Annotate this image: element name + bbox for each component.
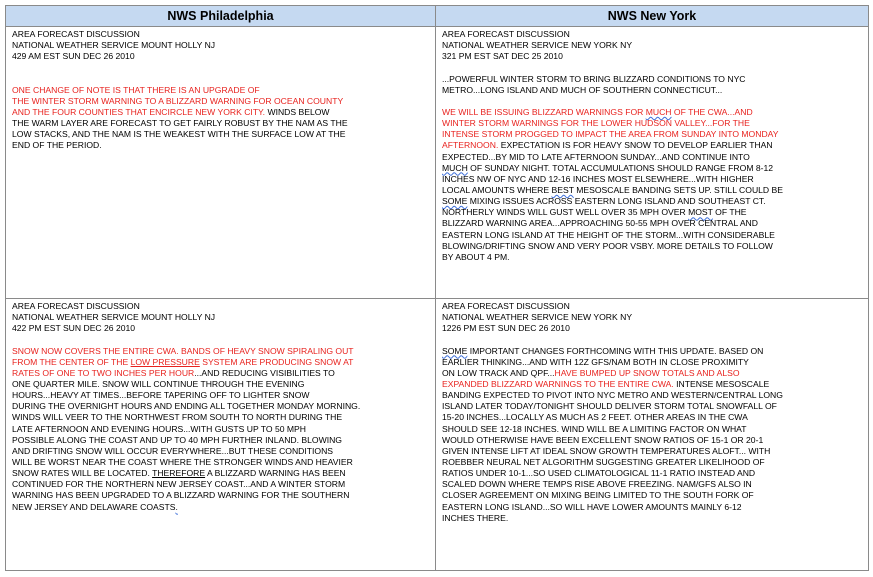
text-line	[442, 74, 868, 85]
text-line	[12, 368, 435, 379]
text-line	[442, 196, 868, 207]
text-line	[442, 357, 868, 368]
text-segment: DURING THE OVERNIGHT HOURS AND ENDING ALL TOGETHER MONDAY MORNING.	[12, 401, 361, 412]
cell-philadelphia-first	[6, 27, 436, 299]
text-segment: NATIONAL WEATHER SERVICE NEW YORK NY	[442, 312, 633, 323]
text-segment: NATIONAL WEATHER SERVICE NEW YORK NY	[442, 40, 633, 51]
text-segment: METRO...LONG ISLAND AND MUCH OF SOUTHERN CONNECTICUT...	[442, 84, 723, 95]
text-segment: WARNING HAS BEEN UPGRADED TO A BLIZZARD WARNING FOR THE SOUTHERN	[12, 490, 350, 501]
text-segment: NATIONAL WEATHER SERVICE MOUNT HOLLY NJ	[12, 40, 216, 51]
header-nws-new-york: NWS New York	[436, 6, 868, 27]
text-line	[442, 163, 868, 174]
text-line	[442, 435, 868, 446]
text-segment: SCALED DOWN WHERE TEMPS RISE ABOVE FREEZING. NAM/GFS ALSO IN	[442, 479, 752, 490]
text-line	[12, 379, 435, 390]
text-line	[12, 323, 435, 334]
text-segment: OF SUNDAY NIGHT. TOTAL ACCUMULATIONS SHOULD RANGE FROM 8-12	[467, 162, 774, 173]
text-line	[12, 129, 435, 140]
text-segment: LOW STACKS, AND THE NAM IS THE WEAKEST WITH THE SURFACE LOW AT THE	[12, 129, 346, 140]
header-nws-philadelphia: NWS Philadelphia	[6, 6, 436, 27]
text-line	[442, 502, 868, 513]
text-line	[12, 140, 435, 151]
text-segment: INTENSE MESOSCALE	[673, 378, 770, 389]
text-segment: MUCH	[442, 162, 468, 173]
text-line	[12, 346, 435, 357]
text-segment: WINTER STORM WARNINGS FOR THE LOWER HUDSON VALLEY...FOR THE	[442, 118, 750, 129]
text-segment: ONE QUARTER MILE. SNOW WILL CONTINUE THROUGH THE EVENING	[12, 378, 305, 389]
text-segment: HAVE BUMPED UP SNOW TOTALS AND ALSO	[554, 367, 740, 378]
text-line	[442, 346, 868, 357]
text-line	[442, 513, 868, 524]
text-segment: 422 PM EST SUN DEC 26 2010	[12, 323, 136, 334]
text-segment: LATE AFTERNOON AND EVENING HOURS...WITH GUSTS UP TO 50 MPH	[12, 423, 306, 434]
text-segment: SOME	[442, 196, 468, 207]
text-segment	[178, 502, 180, 512]
text-segment: ...POWERFUL WINTER STORM TO BRING BLIZZARD CONDITIONS TO NYC	[442, 73, 746, 84]
text-line	[12, 301, 435, 312]
text-line	[12, 502, 435, 513]
text-line	[442, 51, 868, 62]
text-segment: AREA FORECAST DISCUSSION	[12, 29, 140, 39]
text-segment: ISLAND LATER TODAY/TONIGHT SHOULD DELIVER STORM TOTAL SNOWFALL OF	[442, 401, 777, 412]
text-segment: IMPORTANT CHANGES FORTHCOMING WITH THIS UPDATE. BASED ON	[467, 345, 764, 356]
text-line	[442, 207, 868, 218]
text-segment: WINDS WILL VEER TO THE NORTHWEST FROM SOUTH TO NORTH DURING THE	[12, 412, 343, 423]
text-segment: THEREFORE	[152, 468, 206, 479]
text-segment: AREA FORECAST DISCUSSION	[12, 301, 140, 311]
text-segment: WOULD OTHERWISE HAVE BEEN EXCELLENT SNOW RATIOS OF 15-1 OR 20-1	[442, 434, 764, 445]
text-segment: SHOULD SEE 12-18 INCHES. WIND WILL BE A LIMITING FACTOR ON WHAT	[442, 423, 747, 434]
text-line	[12, 390, 435, 401]
text-line	[12, 468, 435, 479]
text-segment: AND THE FOUR COUNTIES THAT ENCIRCLE NEW YORK CITY.	[12, 106, 266, 117]
text-line	[442, 40, 868, 51]
text-segment: AREA FORECAST DISCUSSION	[442, 301, 570, 311]
text-segment: BANDING EXPECTED TO PIVOT INTO NYC METRO AND WESTERN/CENTRAL LONG	[442, 390, 783, 401]
text-segment: MESOSCALE BANDING SETS UP. STILL COULD BE	[573, 184, 783, 195]
text-segment: MOST	[688, 207, 713, 218]
text-segment: WE WILL BE ISSUING BLIZZARD WARNINGS FOR	[442, 106, 646, 117]
text-segment: MUCH	[645, 106, 672, 117]
forecast-comparison-table	[5, 5, 869, 571]
text-segment: ROEBBER NEURAL NET ALGORITHM SUGGESTING GREATER LIKELIHOOD OF	[442, 456, 765, 467]
text-segment: WINDS BELOW	[265, 106, 330, 117]
text-segment: SOME	[442, 345, 468, 356]
text-line	[442, 140, 868, 151]
text-segment: RATES OF ONE TO TWO INCHES PER HOUR	[12, 367, 195, 378]
text-line	[442, 368, 868, 379]
text-line	[442, 301, 868, 312]
text-line	[442, 312, 868, 323]
text-segment: SNOW NOW COVERS THE ENTIRE CWA. BANDS OF HEAVY SNOW SPIRALING OUT	[12, 345, 354, 356]
text-segment: FROM THE CENTER OF THE	[12, 356, 131, 367]
text-segment: LOCAL AMOUNTS WHERE	[442, 184, 552, 195]
text-line	[442, 446, 868, 457]
text-line	[442, 401, 868, 412]
text-line	[12, 74, 435, 85]
text-segment: WILL BE WORST NEAR THE COAST WHERE THE STRONGER WINDS AND HEAVIER	[12, 456, 353, 467]
text-segment: RATIOS UNDER 10-1...SO USED CLIMATOLOGICAL 11-1 RATIO INSTEAD AND	[442, 468, 756, 479]
text-line	[12, 435, 435, 446]
text-line	[442, 457, 868, 468]
text-segment: BEST	[551, 184, 574, 195]
text-line	[442, 334, 868, 345]
cell-new-york-first	[436, 27, 868, 299]
text-line	[442, 490, 868, 501]
text-segment: SNOW RATES WILL BE LOCATED.	[12, 468, 153, 479]
text-segment: OF THE CWA...AND	[671, 106, 753, 117]
text-segment: EXPANDED BLIZZARD WARNINGS TO THE ENTIRE CWA.	[442, 378, 674, 389]
text-line	[442, 129, 868, 140]
text-segment: INTENSE STORM PROGGED TO IMPACT THE AREA FROM SUNDAY INTO MONDAY	[442, 129, 779, 140]
text-segment: NEW JERSEY AND DELAWARE COASTS	[12, 501, 176, 512]
text-segment: BLIZZARD WARNING AREA...APPROACHING 50-55 MPH OVER CENTRAL AND	[442, 218, 758, 229]
text-segment: EASTERN LONG ISLAND AT THE HEIGHT OF THE STORM...WITH CONSIDERABLE	[442, 229, 775, 240]
text-line	[442, 479, 868, 490]
text-segment: INCHES NW OF NYC AND 12-16 INCHES MOST ELSEWHERE...WITH HIGHER	[442, 173, 754, 184]
text-segment: AREA FORECAST DISCUSSION	[442, 29, 570, 39]
text-segment: NORTHERLY WINDS WILL GUST WELL OVER 35 MPH OVER	[442, 207, 689, 218]
text-line	[12, 490, 435, 501]
text-segment: GIVEN INTENSE LIFT AT IDEAL SNOW GROWTH TEMPERATURES ALOFT... WITH	[442, 445, 771, 456]
text-line	[442, 218, 868, 229]
text-segment: ON LOW TRACK AND QPF...	[442, 367, 555, 378]
text-line	[442, 390, 868, 401]
text-line	[442, 379, 868, 390]
text-segment: INCHES THERE.	[442, 512, 509, 523]
text-line	[442, 96, 868, 107]
text-segment: AND DRIFTING SNOW WILL OCCUR EVERYWHERE...BUT THESE CONDITIONS	[12, 445, 334, 456]
text-segment: SYSTEM ARE PRODUCING SNOW AT	[199, 356, 354, 367]
text-line	[442, 241, 868, 252]
text-line	[12, 107, 435, 118]
text-segment: MIXING ISSUES ACROSS EASTERN LONG ISLAND AND SOUTHEAST CT.	[467, 196, 766, 207]
text-segment: OF THE	[712, 207, 747, 218]
text-segment: 429 AM EST SUN DEC 26 2010	[12, 51, 135, 62]
text-line	[12, 401, 435, 412]
text-segment: 15-20 INCHES...LOCALLY AS MUCH AS 2 FEET. OTHER AREAS IN THE CWA	[442, 412, 748, 423]
text-line	[12, 446, 435, 457]
cell-new-york-second	[436, 299, 868, 570]
text-segment: CLOSER AGREEMENT ON MIXING BEING LIMITED TO THE SOUTH FORK OF	[442, 490, 754, 501]
text-line	[12, 51, 435, 62]
text-line	[12, 40, 435, 51]
text-line	[12, 457, 435, 468]
text-segment: CONTINUED FOR THE NORTHERN NEW JERSEY COAST...AND A WINTER STORM	[12, 479, 346, 490]
text-line	[442, 85, 868, 96]
text-segment: BY ABOUT 4 PM.	[442, 251, 510, 262]
text-line	[442, 107, 868, 118]
text-line	[12, 424, 435, 435]
cell-philadelphia-second	[6, 299, 436, 570]
text-segment: 321 PM EST SAT DEC 25 2010	[442, 51, 563, 62]
text-line	[12, 312, 435, 323]
text-line	[12, 118, 435, 129]
text-line	[12, 85, 435, 96]
text-line	[442, 468, 868, 479]
text-line	[442, 62, 868, 73]
text-line	[12, 62, 435, 73]
text-line	[442, 424, 868, 435]
text-line	[12, 96, 435, 107]
text-line	[442, 29, 868, 40]
text-segment: NATIONAL WEATHER SERVICE MOUNT HOLLY NJ	[12, 312, 216, 323]
text-segment: EXPECTATION IS FOR HEAVY SNOW TO DEVELOP EARLIER THAN	[498, 140, 773, 151]
text-segment: ONE CHANGE OF NOTE IS THAT THERE IS AN UPGRADE OF	[12, 84, 260, 95]
text-line	[442, 412, 868, 423]
text-line	[442, 118, 868, 129]
text-line	[12, 357, 435, 368]
text-line	[12, 479, 435, 490]
text-segment: 1226 PM EST SUN DEC 26 2010	[442, 323, 570, 334]
text-segment: A BLIZZARD WARNING HAS BEEN	[205, 468, 346, 479]
text-segment: LOW PRESSURE	[130, 356, 200, 367]
text-line	[442, 230, 868, 241]
text-segment: EXPECTED...BY MID TO LATE AFTERNOON SUNDAY...AND CONTINUE INTO	[442, 151, 750, 162]
text-segment: HOURS...HEAVY AT TIMES...BEFORE TAPERING OFF TO LIGHTER SNOW	[12, 390, 310, 401]
text-line	[12, 412, 435, 423]
text-segment: EASTERN LONG ISLAND...SO WILL HAVE LOWER AMOUNTS MAINLY 6-12	[442, 501, 742, 512]
text-segment: END OF THE PERIOD.	[12, 140, 102, 151]
text-segment: EARLIER THINKING...AND WITH 12Z GFS/NAM BOTH IN CLOSE PROXIMITY	[442, 356, 749, 367]
text-segment: .	[175, 501, 178, 512]
text-line	[442, 252, 868, 263]
text-segment: THE WINTER STORM WARNING TO A BLIZZARD WARNING FOR OCEAN COUNTY	[12, 95, 344, 106]
text-segment: THE WARM LAYER ARE FORECAST TO GET FAIRLY ROBUST BY THE NAM AS THE	[12, 118, 348, 129]
text-line	[442, 185, 868, 196]
text-segment: POSSIBLE ALONG THE COAST AND UP TO 40 MPH FURTHER INLAND. BLOWING	[12, 434, 342, 445]
text-line	[12, 29, 435, 40]
text-segment: AFTERNOON.	[442, 140, 499, 151]
text-line	[442, 152, 868, 163]
text-segment: BLOWING/DRIFTING SNOW AND VERY POOR VSBY. MORE DETAILS TO FOLLOW	[442, 240, 773, 251]
text-line	[442, 323, 868, 334]
text-segment: ...AND REDUCING VISIBILITIES TO	[194, 367, 335, 378]
text-line	[12, 334, 435, 345]
text-line	[442, 174, 868, 185]
